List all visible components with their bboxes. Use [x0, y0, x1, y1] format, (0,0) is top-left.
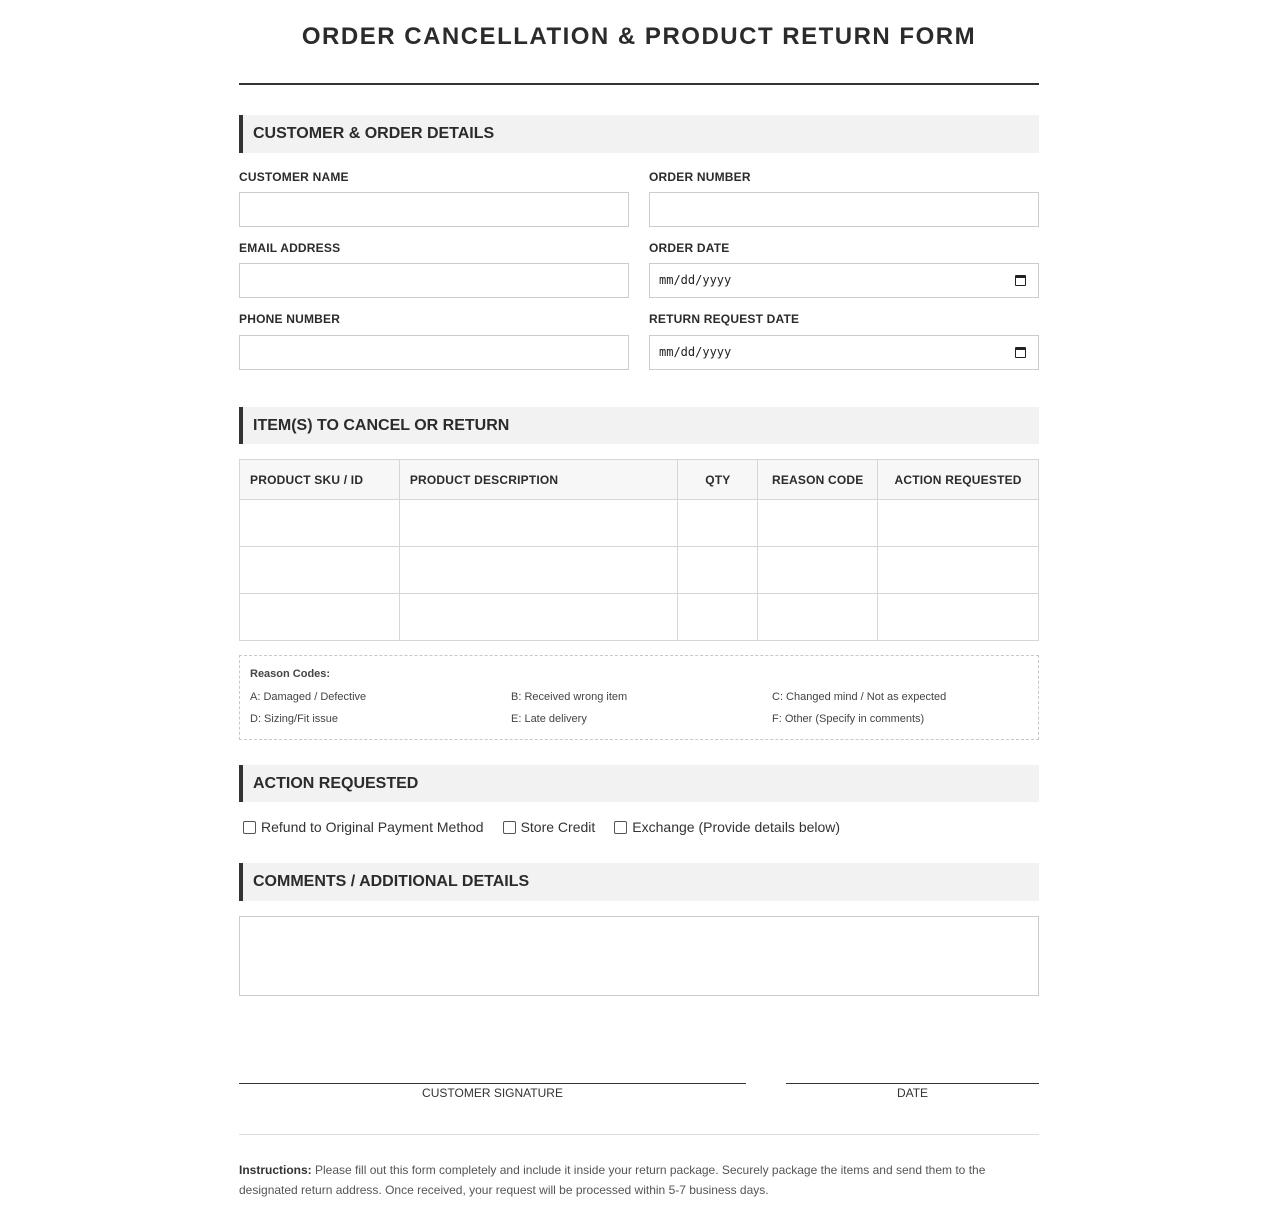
header-product-description: PRODUCT DESCRIPTION [399, 460, 678, 500]
header-reason-code: REASON CODE [758, 460, 878, 500]
email-address-input[interactable] [239, 263, 629, 298]
return-request-date-label: RETURN REQUEST DATE [649, 312, 800, 326]
store-credit-label: Store Credit [520, 819, 596, 835]
form-title: ORDER CANCELLATION & PRODUCT RETURN FORM [301, 23, 977, 50]
reason-code-d: D: Sizing/Fit issue [250, 713, 339, 725]
table-header-row [240, 460, 1039, 500]
table-cell[interactable] [678, 547, 758, 594]
return-date-placeholder: mm/dd/yyyy [659, 345, 732, 359]
instructions-text [239, 1161, 1039, 1200]
title-divider [239, 83, 1039, 85]
customer-signature-line[interactable] [239, 1083, 746, 1084]
return-request-date-input[interactable] [649, 335, 1039, 370]
order-date-placeholder: mm/dd/yyyy [659, 273, 732, 287]
instructions-body: Please fill out this form completely and include it inside your return package. Securely package the items and send them to the designated return address. Once received, your request will be processed within 5-7 business days. [239, 1163, 986, 1197]
email-address-label: EMAIL ADDRESS [239, 241, 341, 255]
table-cell[interactable] [399, 594, 678, 641]
table-cell[interactable] [399, 500, 678, 547]
section-items-heading: ITEM(S) TO CANCEL OR RETURN [239, 407, 1039, 444]
comments-textarea[interactable] [239, 916, 1039, 996]
signature-date-line[interactable] [786, 1083, 1039, 1084]
action-options [243, 818, 859, 836]
reason-code-a: A: Damaged / Defective [250, 691, 367, 703]
table-row [240, 500, 1039, 547]
table-cell[interactable] [678, 594, 758, 641]
calendar-icon[interactable] [1015, 275, 1026, 286]
exchange-label: Exchange (Provide details below) [632, 819, 841, 835]
order-date-label: ORDER DATE [649, 241, 730, 255]
table-cell[interactable] [758, 547, 878, 594]
header-product-sku: PRODUCT SKU / ID [240, 460, 400, 500]
table-cell[interactable] [878, 500, 1039, 547]
header-qty: QTY [678, 460, 758, 500]
refund-option[interactable] [243, 819, 484, 835]
phone-number-label: PHONE NUMBER [239, 312, 341, 326]
table-cell[interactable] [240, 547, 400, 594]
store-credit-option[interactable] [503, 819, 596, 835]
customer-name-label: CUSTOMER NAME [239, 170, 349, 184]
reason-code-f: F: Other (Specify in comments) [772, 713, 925, 725]
store-credit-checkbox[interactable] [503, 821, 516, 834]
table-row [240, 547, 1039, 594]
order-date-input[interactable] [649, 263, 1039, 298]
items-table [239, 459, 1039, 641]
header-action-requested: ACTION REQUESTED [878, 460, 1039, 500]
reason-codes-title: Reason Codes: [250, 668, 331, 680]
table-cell[interactable] [758, 594, 878, 641]
exchange-option[interactable] [614, 819, 840, 835]
table-cell[interactable] [878, 547, 1039, 594]
customer-signature-label: CUSTOMER SIGNATURE [422, 1086, 563, 1100]
reason-code-b: B: Received wrong item [511, 691, 628, 703]
footer-divider [239, 1134, 1039, 1135]
reason-codes-box [239, 655, 1039, 740]
table-cell[interactable] [678, 500, 758, 547]
calendar-icon[interactable] [1015, 347, 1026, 358]
table-cell[interactable] [240, 594, 400, 641]
signature-date-label: DATE [896, 1086, 929, 1100]
exchange-checkbox[interactable] [614, 821, 627, 834]
table-cell[interactable] [878, 594, 1039, 641]
table-cell[interactable] [758, 500, 878, 547]
table-cell[interactable] [399, 547, 678, 594]
section-customer-order-heading: CUSTOMER & ORDER DETAILS [239, 115, 1039, 153]
customer-name-input[interactable] [239, 192, 629, 227]
phone-number-input[interactable] [239, 335, 629, 370]
order-number-input[interactable] [649, 192, 1039, 227]
table-cell[interactable] [240, 500, 400, 547]
section-action-heading: ACTION REQUESTED [239, 765, 1039, 802]
section-comments-heading: COMMENTS / ADDITIONAL DETAILS [239, 863, 1039, 901]
reason-code-c: C: Changed mind / Not as expected [772, 691, 947, 703]
refund-checkbox[interactable] [243, 821, 256, 834]
instructions-label: Instructions: [239, 1163, 312, 1177]
reason-code-e: E: Late delivery [511, 713, 587, 725]
order-number-label: ORDER NUMBER [649, 170, 751, 184]
refund-label: Refund to Original Payment Method [261, 819, 484, 835]
table-row [240, 594, 1039, 641]
